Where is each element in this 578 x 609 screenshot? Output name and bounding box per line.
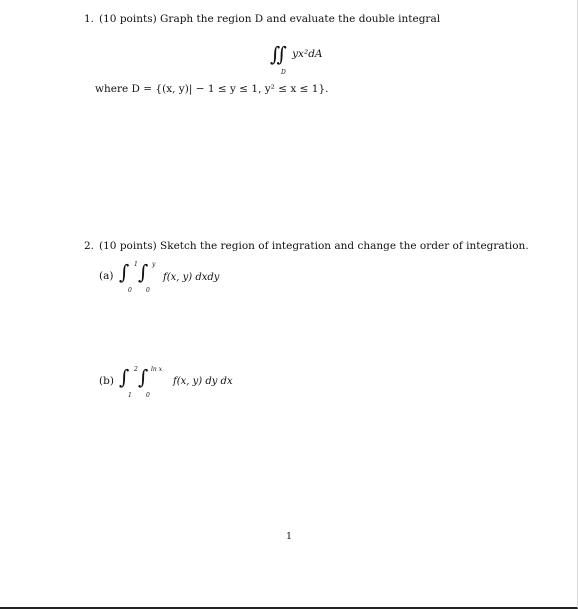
part-a-inner-lower: 0 xyxy=(146,287,150,294)
problem-1-text: (10 points) Graph the region D and evaluate the double integral xyxy=(99,13,441,25)
problem-1-integrand: yx²dA xyxy=(292,48,323,60)
problem-1-integral xyxy=(270,42,323,66)
part-b-inner-lower: 0 xyxy=(146,392,150,399)
region-subscript: D xyxy=(281,69,286,76)
problem-2-header xyxy=(84,240,529,252)
problem-1-number: 1. xyxy=(84,13,95,25)
part-b-integrand: f(x, y) dy dx xyxy=(173,376,233,387)
part-b-label: (b) xyxy=(99,375,114,387)
inner-integral-sign: ∫ xyxy=(138,365,146,389)
part-a-inner-integral xyxy=(138,262,145,283)
part-b-outer-upper: 2 xyxy=(134,366,138,373)
outer-integral-sign: ∫ xyxy=(119,260,127,284)
part-b-inner-integral xyxy=(138,367,145,388)
outer-integral-sign: ∫ xyxy=(119,365,127,389)
part-a-integrand: f(x, y) dxdy xyxy=(163,272,220,283)
page-number: 1 xyxy=(286,531,293,542)
problem-2-text: (10 points) Sketch the region of integration and change the order of integration. xyxy=(99,240,529,252)
part-a-outer-upper: 1 xyxy=(134,261,138,268)
problem-1-header xyxy=(84,13,440,25)
part-a-outer-lower: 0 xyxy=(128,287,132,294)
part-b-outer-lower: 1 xyxy=(128,392,132,399)
part-a-inner-upper: y xyxy=(152,261,156,268)
part-a-integral xyxy=(119,262,126,283)
part-b-inner-upper: ln x xyxy=(151,366,163,373)
part-b-integral xyxy=(119,367,126,388)
problem-2-number: 2. xyxy=(84,240,95,252)
part-a-label: (a) xyxy=(99,270,114,282)
double-integral-sign: ∬ xyxy=(270,42,285,66)
inner-integral-sign: ∫ xyxy=(138,260,146,284)
problem-1-region-definition: where D = {(x, y)| − 1 ≤ y ≤ 1, y² ≤ x ≤ 1}. xyxy=(95,83,329,95)
